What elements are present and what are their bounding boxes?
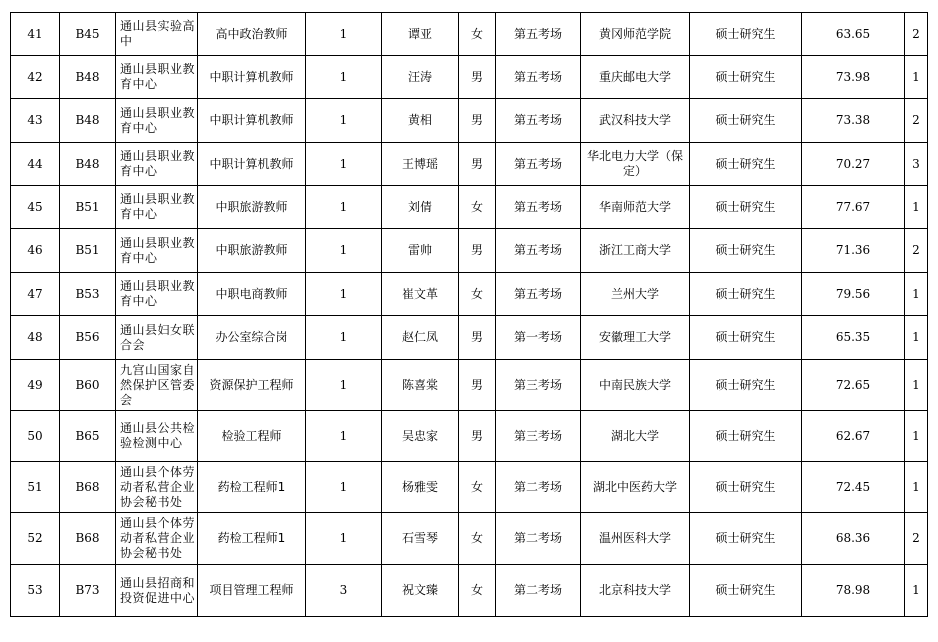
cell-gender: 男 bbox=[459, 360, 496, 411]
cell-rank: 2 bbox=[905, 99, 928, 143]
cell-index: 51 bbox=[11, 462, 60, 513]
cell-school: 安徽理工大学 bbox=[581, 316, 690, 360]
cell-degree: 硕士研究生 bbox=[690, 186, 802, 229]
cell-position: 药检工程师1 bbox=[198, 462, 306, 513]
cell-candidate-name: 谭亚 bbox=[382, 13, 459, 56]
table-row bbox=[11, 316, 928, 360]
cell-quota: 1 bbox=[306, 513, 382, 565]
cell-school: 湖北中医药大学 bbox=[581, 462, 690, 513]
cell-position-code: B68 bbox=[60, 513, 116, 565]
cell-exam-room: 第五考场 bbox=[496, 143, 581, 186]
cell-rank: 3 bbox=[905, 143, 928, 186]
cell-quota: 1 bbox=[306, 316, 382, 360]
cell-index: 48 bbox=[11, 316, 60, 360]
cell-school: 温州医科大学 bbox=[581, 513, 690, 565]
cell-rank: 1 bbox=[905, 411, 928, 462]
table-row bbox=[11, 513, 928, 565]
cell-quota: 1 bbox=[306, 143, 382, 186]
table-row bbox=[11, 99, 928, 143]
cell-position-code: B48 bbox=[60, 143, 116, 186]
cell-index: 47 bbox=[11, 273, 60, 316]
cell-unit: 通山县公共检验检测中心 bbox=[116, 411, 198, 462]
cell-position: 中职计算机教师 bbox=[198, 99, 306, 143]
cell-position-code: B48 bbox=[60, 56, 116, 99]
table-row bbox=[11, 462, 928, 513]
cell-index: 41 bbox=[11, 13, 60, 56]
cell-unit: 通山县职业教育中心 bbox=[116, 229, 198, 273]
cell-quota: 1 bbox=[306, 273, 382, 316]
cell-index: 44 bbox=[11, 143, 60, 186]
table-row bbox=[11, 56, 928, 99]
cell-position-code: B65 bbox=[60, 411, 116, 462]
cell-unit: 通山县实验高中 bbox=[116, 13, 198, 56]
cell-school: 武汉科技大学 bbox=[581, 99, 690, 143]
cell-exam-room: 第二考场 bbox=[496, 565, 581, 617]
cell-position: 项目管理工程师 bbox=[198, 565, 306, 617]
cell-index: 50 bbox=[11, 411, 60, 462]
cell-score: 62.67 bbox=[802, 411, 905, 462]
cell-score: 65.35 bbox=[802, 316, 905, 360]
cell-position: 中职电商教师 bbox=[198, 273, 306, 316]
cell-degree: 硕士研究生 bbox=[690, 360, 802, 411]
cell-candidate-name: 陈喜棠 bbox=[382, 360, 459, 411]
cell-degree: 硕士研究生 bbox=[690, 143, 802, 186]
cell-exam-room: 第五考场 bbox=[496, 56, 581, 99]
cell-quota: 1 bbox=[306, 411, 382, 462]
cell-rank: 1 bbox=[905, 273, 928, 316]
cell-score: 71.36 bbox=[802, 229, 905, 273]
cell-gender: 男 bbox=[459, 56, 496, 99]
cell-position: 药检工程师1 bbox=[198, 513, 306, 565]
cell-rank: 1 bbox=[905, 186, 928, 229]
cell-quota: 1 bbox=[306, 186, 382, 229]
cell-candidate-name: 石雪琴 bbox=[382, 513, 459, 565]
cell-gender: 女 bbox=[459, 13, 496, 56]
cell-position-code: B73 bbox=[60, 565, 116, 617]
cell-degree: 硕士研究生 bbox=[690, 99, 802, 143]
table-row bbox=[11, 186, 928, 229]
cell-candidate-name: 汪涛 bbox=[382, 56, 459, 99]
table-row bbox=[11, 229, 928, 273]
cell-degree: 硕士研究生 bbox=[690, 316, 802, 360]
table-row bbox=[11, 13, 928, 56]
cell-candidate-name: 祝文臻 bbox=[382, 565, 459, 617]
cell-school: 华南师范大学 bbox=[581, 186, 690, 229]
cell-unit: 通山县个体劳动者私营企业协会秘书处 bbox=[116, 513, 198, 565]
cell-quota: 1 bbox=[306, 99, 382, 143]
cell-index: 42 bbox=[11, 56, 60, 99]
cell-exam-room: 第五考场 bbox=[496, 13, 581, 56]
cell-candidate-name: 黄相 bbox=[382, 99, 459, 143]
cell-index: 43 bbox=[11, 99, 60, 143]
cell-school: 兰州大学 bbox=[581, 273, 690, 316]
cell-rank: 1 bbox=[905, 360, 928, 411]
cell-score: 79.56 bbox=[802, 273, 905, 316]
cell-unit: 通山县职业教育中心 bbox=[116, 99, 198, 143]
cell-score: 72.65 bbox=[802, 360, 905, 411]
cell-degree: 硕士研究生 bbox=[690, 13, 802, 56]
table-row bbox=[11, 565, 928, 617]
cell-quota: 1 bbox=[306, 56, 382, 99]
cell-exam-room: 第三考场 bbox=[496, 411, 581, 462]
cell-rank: 1 bbox=[905, 565, 928, 617]
cell-index: 45 bbox=[11, 186, 60, 229]
cell-gender: 男 bbox=[459, 99, 496, 143]
cell-score: 73.98 bbox=[802, 56, 905, 99]
cell-unit: 九宫山国家自然保护区管委会 bbox=[116, 360, 198, 411]
cell-score: 63.65 bbox=[802, 13, 905, 56]
cell-position: 高中政治教师 bbox=[198, 13, 306, 56]
cell-school: 北京科技大学 bbox=[581, 565, 690, 617]
cell-degree: 硕士研究生 bbox=[690, 565, 802, 617]
cell-index: 52 bbox=[11, 513, 60, 565]
cell-index: 49 bbox=[11, 360, 60, 411]
cell-rank: 1 bbox=[905, 462, 928, 513]
cell-unit: 通山县职业教育中心 bbox=[116, 186, 198, 229]
cell-rank: 2 bbox=[905, 513, 928, 565]
cell-position-code: B68 bbox=[60, 462, 116, 513]
cell-position: 资源保护工程师 bbox=[198, 360, 306, 411]
cell-unit: 通山县妇女联合会 bbox=[116, 316, 198, 360]
cell-index: 46 bbox=[11, 229, 60, 273]
cell-exam-room: 第五考场 bbox=[496, 273, 581, 316]
cell-gender: 女 bbox=[459, 273, 496, 316]
table-row bbox=[11, 411, 928, 462]
table-row bbox=[11, 143, 928, 186]
cell-position-code: B51 bbox=[60, 186, 116, 229]
cell-score: 77.67 bbox=[802, 186, 905, 229]
cell-candidate-name: 王博瑶 bbox=[382, 143, 459, 186]
cell-degree: 硕士研究生 bbox=[690, 273, 802, 316]
cell-candidate-name: 赵仁凤 bbox=[382, 316, 459, 360]
cell-index: 53 bbox=[11, 565, 60, 617]
cell-school: 华北电力大学（保定） bbox=[581, 143, 690, 186]
cell-school: 重庆邮电大学 bbox=[581, 56, 690, 99]
cell-score: 72.45 bbox=[802, 462, 905, 513]
cell-school: 黄冈师范学院 bbox=[581, 13, 690, 56]
cell-rank: 1 bbox=[905, 316, 928, 360]
cell-candidate-name: 杨雅雯 bbox=[382, 462, 459, 513]
cell-position: 中职旅游教师 bbox=[198, 229, 306, 273]
cell-quota: 1 bbox=[306, 13, 382, 56]
cell-degree: 硕士研究生 bbox=[690, 229, 802, 273]
table-row bbox=[11, 273, 928, 316]
cell-exam-room: 第二考场 bbox=[496, 462, 581, 513]
cell-gender: 男 bbox=[459, 143, 496, 186]
cell-quota: 3 bbox=[306, 565, 382, 617]
cell-degree: 硕士研究生 bbox=[690, 56, 802, 99]
table-row bbox=[11, 360, 928, 411]
cell-unit: 通山县职业教育中心 bbox=[116, 56, 198, 99]
cell-degree: 硕士研究生 bbox=[690, 462, 802, 513]
cell-position-code: B56 bbox=[60, 316, 116, 360]
cell-position: 办公室综合岗 bbox=[198, 316, 306, 360]
cell-exam-room: 第五考场 bbox=[496, 186, 581, 229]
cell-score: 73.38 bbox=[802, 99, 905, 143]
cell-quota: 1 bbox=[306, 229, 382, 273]
cell-gender: 女 bbox=[459, 565, 496, 617]
cell-candidate-name: 崔文革 bbox=[382, 273, 459, 316]
cell-quota: 1 bbox=[306, 462, 382, 513]
cell-gender: 女 bbox=[459, 186, 496, 229]
cell-exam-room: 第二考场 bbox=[496, 513, 581, 565]
cell-school: 湖北大学 bbox=[581, 411, 690, 462]
cell-school: 中南民族大学 bbox=[581, 360, 690, 411]
cell-gender: 男 bbox=[459, 411, 496, 462]
cell-score: 70.27 bbox=[802, 143, 905, 186]
cell-candidate-name: 吴忠家 bbox=[382, 411, 459, 462]
cell-school: 浙江工商大学 bbox=[581, 229, 690, 273]
cell-quota: 1 bbox=[306, 360, 382, 411]
results-table-body bbox=[11, 13, 928, 617]
cell-position: 中职计算机教师 bbox=[198, 143, 306, 186]
cell-rank: 1 bbox=[905, 56, 928, 99]
cell-degree: 硕士研究生 bbox=[690, 411, 802, 462]
cell-position: 中职旅游教师 bbox=[198, 186, 306, 229]
cell-score: 78.98 bbox=[802, 565, 905, 617]
cell-gender: 男 bbox=[459, 229, 496, 273]
cell-rank: 2 bbox=[905, 229, 928, 273]
results-table bbox=[10, 12, 928, 617]
cell-candidate-name: 刘倩 bbox=[382, 186, 459, 229]
cell-position-code: B48 bbox=[60, 99, 116, 143]
cell-position-code: B51 bbox=[60, 229, 116, 273]
cell-position-code: B60 bbox=[60, 360, 116, 411]
cell-degree: 硕士研究生 bbox=[690, 513, 802, 565]
cell-gender: 女 bbox=[459, 462, 496, 513]
cell-position: 检验工程师 bbox=[198, 411, 306, 462]
cell-rank: 2 bbox=[905, 13, 928, 56]
cell-position: 中职计算机教师 bbox=[198, 56, 306, 99]
cell-exam-room: 第五考场 bbox=[496, 99, 581, 143]
cell-unit: 通山县职业教育中心 bbox=[116, 273, 198, 316]
cell-exam-room: 第一考场 bbox=[496, 316, 581, 360]
cell-gender: 女 bbox=[459, 513, 496, 565]
cell-unit: 通山县个体劳动者私营企业协会秘书处 bbox=[116, 462, 198, 513]
cell-exam-room: 第五考场 bbox=[496, 229, 581, 273]
cell-unit: 通山县职业教育中心 bbox=[116, 143, 198, 186]
cell-position-code: B53 bbox=[60, 273, 116, 316]
cell-unit: 通山县招商和投资促进中心 bbox=[116, 565, 198, 617]
cell-position-code: B45 bbox=[60, 13, 116, 56]
cell-gender: 男 bbox=[459, 316, 496, 360]
cell-exam-room: 第三考场 bbox=[496, 360, 581, 411]
cell-candidate-name: 雷帅 bbox=[382, 229, 459, 273]
cell-score: 68.36 bbox=[802, 513, 905, 565]
